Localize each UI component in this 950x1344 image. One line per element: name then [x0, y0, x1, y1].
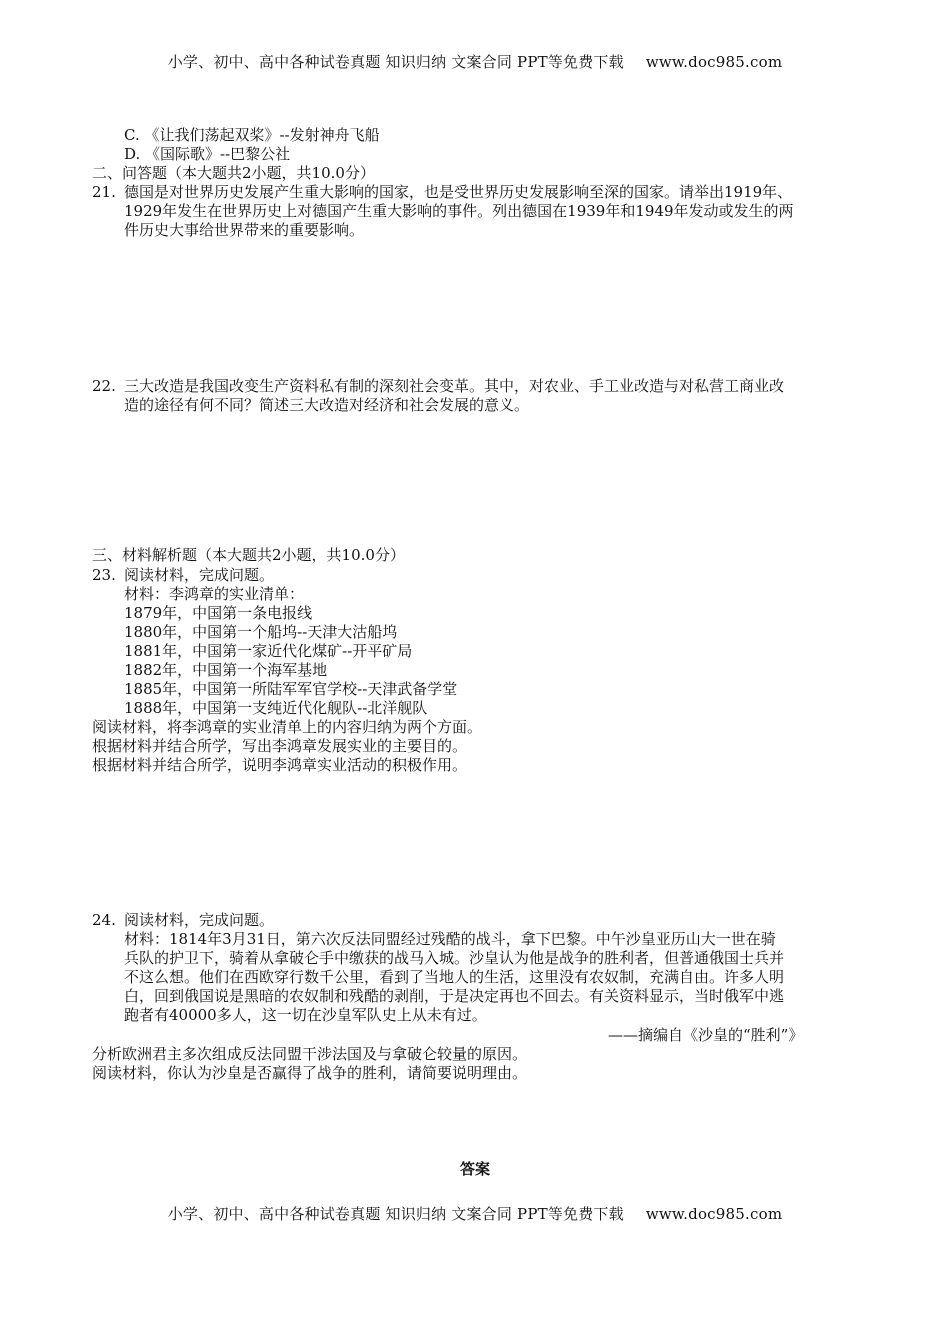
q21-line: 1929年发生在世界历史上对德国产生重大影响的事件。列出德国在1939年和1949年发动或发生的两 [124, 202, 794, 220]
q24-question: 分析欧洲君主多次组成反法同盟干涉法国及与拿破仑较量的原因。 [92, 1045, 528, 1063]
option-d: D. 《国际歌》--巴黎公社 [124, 145, 291, 163]
q24-material-line: 兵队的护卫下，骑着从拿破仑手中缴获的战马入城。沙皇认为他是战争的胜利者，但普通俄国士兵并 [124, 949, 785, 967]
q24-number: 24. [92, 911, 116, 929]
q24-material-line: 白，回到俄国说是黑暗的农奴制和残酷的剥削，于是决定再也不回去。有关资料显示，当时俄军中逃 [124, 987, 785, 1005]
q23-material-line: 1879年，中国第一条电报线 [124, 604, 313, 622]
q23-material-line: 1882年，中国第一个海军基地 [124, 661, 328, 679]
q23-material-line: 1881年，中国第一家近代化煤矿--开平矿局 [124, 642, 413, 660]
q21-line: 件历史大事给世界带来的重要影响。 [124, 221, 365, 239]
q23-material-line: 1885年，中国第一所陆军军官学校--天津武备学堂 [124, 680, 458, 698]
answer-heading: 答案 [459, 1160, 490, 1178]
q23-number: 23. [92, 566, 116, 584]
footer-text: 小学、初中、高中各种试卷真题 知识归纳 文案合同 PPT等免费下载 [167, 1205, 624, 1223]
q22-number: 22. [92, 377, 116, 395]
footer-url[interactable]: www.doc985.com [645, 1205, 783, 1223]
q23-question: 根据材料并结合所学，写出李鸿章发展实业的主要目的。 [92, 737, 468, 755]
section2-title: 二、问答题（本大题共2小题，共10.0分） [92, 164, 375, 182]
q24-material-line: 材料：1814年3月31日，第六次反法同盟经过残酷的战斗，拿下巴黎。中午沙皇亚历山大一世在骑 [124, 930, 776, 948]
header-text: 小学、初中、高中各种试卷真题 知识归纳 文案合同 PPT等免费下载 [167, 53, 624, 71]
q24-intro: 阅读材料，完成问题。 [124, 911, 275, 929]
header-url[interactable]: www.doc985.com [645, 53, 783, 71]
q23-material-line: 1880年，中国第一个船坞--天津大沽船坞 [124, 623, 398, 641]
section3-title: 三、材料解析题（本大题共2小题，共10.0分） [92, 546, 405, 564]
q24-material-line: 不这么想。他们在西欧穿行数千公里，看到了当地人的生活，这里没有农奴制，充满自由。许多人明 [124, 968, 785, 986]
q23-material-line: 1888年，中国第一支纯近代化舰队--北洋舰队 [124, 699, 428, 717]
q21-line: 德国是对世界历史发展产生重大影响的国家，也是受世界历史发展影响至深的国家。请举出1919年、 [124, 183, 793, 201]
q23-intro: 阅读材料，完成问题。 [124, 566, 275, 584]
q23-question: 根据材料并结合所学，说明李鸿章实业活动的积极作用。 [92, 756, 468, 774]
page-footer [0, 1203, 950, 1224]
option-c: C. 《让我们荡起双桨》--发射神舟飞船 [124, 126, 380, 144]
q22-line: 三大改造是我国改变生产资料私有制的深刻社会变革。其中，对农业、手工业改造与对私营工商业改 [124, 377, 785, 395]
q22-line: 造的途径有何不同？简述三大改造对经济和社会发展的意义。 [124, 396, 530, 414]
q24-question: 阅读材料，你认为沙皇是否赢得了战争的胜利，请简要说明理由。 [92, 1064, 528, 1082]
page-header [0, 51, 950, 72]
q23-material-line: 材料：李鸿章的实业清单： [124, 585, 305, 603]
q24-source: ——摘编自《沙皇的“胜利”》 [608, 1026, 804, 1044]
q24-material-line: 跑者有40000多人，这一切在沙皇军队史上从未有过。 [124, 1006, 487, 1024]
q23-question: 阅读材料，将李鸿章的实业清单上的内容归纳为两个方面。 [92, 718, 483, 736]
q21-number: 21. [92, 183, 116, 201]
